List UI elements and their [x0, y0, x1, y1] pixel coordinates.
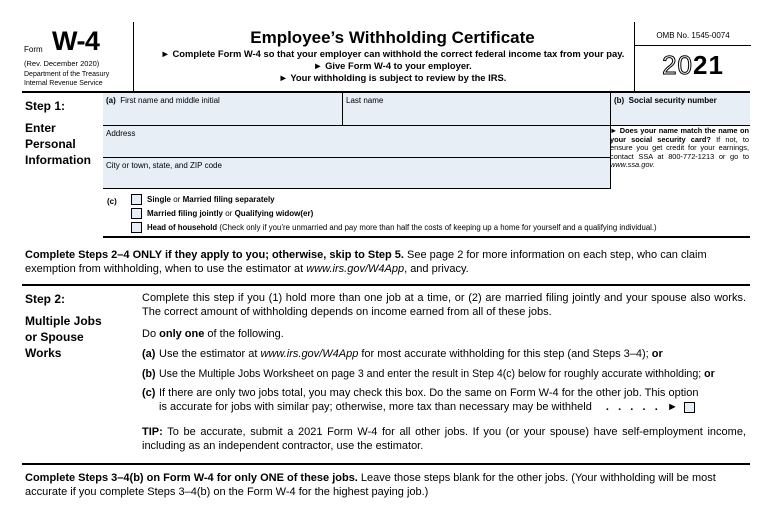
divider-step2: [22, 284, 750, 286]
step1-fields: [103, 93, 750, 189]
option-c-text1: If there are only two jobs total, you may check this box. Do the same on Form W-4 for the other job. This option: [159, 387, 699, 399]
fs-mfj-a: Married filing jointly: [147, 209, 224, 218]
ssn-field[interactable]: [611, 93, 750, 126]
fs-single-checkbox[interactable]: [131, 194, 142, 205]
option-a-letter: (a): [142, 348, 156, 360]
option-c-letter: (c): [142, 387, 156, 399]
ssn-note-bold: ► Does your name match the name on your social security card?: [610, 126, 749, 144]
instruction-line-2: ► Give Form W-4 to your employer.: [313, 60, 472, 71]
form-department: [24, 70, 109, 88]
ssn-label: [614, 96, 717, 105]
fs-hoh-a: Head of household: [147, 223, 218, 232]
fs-mfj-checkbox[interactable]: [131, 208, 142, 219]
form-header: [22, 22, 750, 93]
tax-year: [635, 50, 751, 81]
step1-line3: Information: [25, 153, 91, 167]
first-name-field[interactable]: [103, 93, 343, 126]
option-a: [142, 347, 748, 361]
form-revision: (Rev. December 2020): [24, 59, 100, 68]
option-a-text1: Use the estimator at: [159, 348, 261, 360]
option-c-line1: [142, 386, 748, 400]
option-a-link[interactable]: www.irs.gov/W4App: [260, 348, 359, 360]
instruction-line-3: ► Your withholding is subject to review by the IRS.: [278, 72, 507, 83]
fs-mfj-label: [147, 209, 313, 218]
step1-line2: Personal: [25, 137, 76, 151]
fs-mfj-row: [131, 208, 313, 219]
option-b-text: Use the Multiple Jobs Worksheet on page 3 and enter the result in Step 4(c) below for roughly accurate withholding;: [159, 368, 705, 380]
year-outline: 20: [662, 50, 693, 80]
option-b: [142, 367, 748, 381]
tip-text: To be accurate, submit a 2021 Form W-4 for all other jobs. If you (or your spouse) have self-employment income, including as an independent contractor, use the estimator.: [142, 426, 746, 452]
do-c: of the following.: [204, 328, 284, 340]
step2-line3: Works: [25, 346, 62, 360]
form-word: Form: [24, 45, 43, 54]
note1-link[interactable]: www.irs.gov/W4App: [306, 263, 405, 275]
do-a: Do: [142, 328, 160, 340]
omb-number: OMB No. 1545-0074: [635, 31, 751, 46]
ssa-link[interactable]: www.ssa.gov.: [610, 160, 655, 169]
divider-note2: [22, 463, 750, 465]
first-name-label: [106, 96, 220, 105]
fs-single-or: or: [171, 195, 183, 204]
filing-letter: (c): [107, 197, 117, 206]
last-name-field[interactable]: [343, 93, 611, 126]
do-b: only one: [159, 328, 205, 340]
fs-hoh-b: (Check only if you’re unmarried and pay more than half the costs of keeping up a home for yourself and a qualifying individual.): [217, 223, 657, 232]
option-a-or: or: [651, 348, 663, 360]
fs-single-a: Single: [147, 195, 172, 204]
option-b-letter: (b): [142, 368, 156, 380]
address-label: Address: [106, 129, 136, 138]
city-label: City or town, state, and ZIP code: [106, 161, 222, 170]
step2-do-one: [142, 327, 746, 341]
step2-tip: [142, 425, 746, 453]
title-block: [135, 22, 650, 93]
option-c: [142, 386, 748, 414]
option-a-text2: for most accurate withholding for this step (and Steps 3–4);: [358, 348, 652, 360]
last-name-label: Last name: [346, 96, 384, 105]
option-c-leader: . . . . . ►: [605, 401, 678, 413]
fs-hoh-label: [147, 223, 657, 232]
service-name: Internal Revenue Service: [24, 80, 103, 87]
department-name: Department of the Treasury: [24, 71, 110, 78]
note1-end: , and privacy.: [404, 263, 469, 275]
steps-3-4b-note: [25, 471, 749, 499]
step1-title: Step 1:: [25, 99, 66, 113]
filing-status: [103, 190, 750, 238]
city-field[interactable]: [103, 158, 611, 189]
ssn-text: Social security number: [628, 96, 717, 105]
form-id-block: [22, 22, 134, 93]
option-c-checkbox[interactable]: [684, 402, 695, 413]
omb-block: [634, 22, 750, 93]
ssn-note-text: If not, to ensure you get credit for your earnings, contact SSA at 800-772-1213 or go to: [610, 134, 749, 161]
step1-line1: Enter: [25, 121, 56, 135]
first-name-text: First name and middle initial: [120, 96, 220, 105]
fs-single-b: Married filing separately: [182, 195, 275, 204]
address-field[interactable]: [103, 126, 611, 158]
option-b-or: or: [704, 368, 715, 380]
fs-hoh-row: [131, 222, 750, 233]
first-name-letter: (a): [106, 96, 116, 105]
note2-text: Leave those steps blank for the other jobs. (Your withholding will be most accurate if you complete Steps 3–4(b) on the Form W-4 for the highest paying job.): [25, 472, 716, 498]
step1-label: [25, 98, 103, 168]
fs-mfj-or: or: [223, 209, 235, 218]
step2-line1: Multiple Jobs: [25, 314, 102, 328]
fs-hoh-checkbox[interactable]: [131, 222, 142, 233]
fs-mfj-b: Qualifying widow(er): [234, 209, 314, 218]
steps-2-4-note: [25, 248, 749, 276]
note1-text: See page 2 for more information on each step, who can claim exemption from withholding, when to use the estimator at: [25, 249, 707, 275]
step2-label: [25, 291, 135, 361]
form-number: W-4: [52, 26, 100, 56]
year-bold: 21: [693, 50, 724, 80]
ssn-note: [610, 127, 749, 170]
step2-title: Step 2:: [25, 292, 66, 306]
step2-line2: or Spouse: [25, 330, 84, 344]
option-c-text2: is accurate for jobs with similar pay; otherwise, more tax than necessary may be withheld: [159, 401, 592, 413]
ssn-letter: (b): [614, 96, 625, 105]
form-title: Employee’s Withholding Certificate: [250, 28, 535, 47]
instruction-line-1: ► Complete Form W-4 so that your employer can withhold the correct federal income tax from your pay.: [160, 48, 625, 59]
note2-bold: Complete Steps 3–4(b) on Form W-4 for only ONE of these jobs.: [25, 472, 358, 484]
step2-intro: Complete this step if you (1) hold more than one job at a time, or (2) are married filing jointly and your spouse also works. The correct amount of withholding depends on income earned from all of these jobs.: [142, 292, 746, 318]
option-c-line2: [142, 400, 748, 414]
note1-bold: Complete Steps 2–4 ONLY if they apply to you; otherwise, skip to Step 5.: [25, 249, 404, 261]
fs-single-label: [147, 195, 275, 204]
fs-single-row: [131, 194, 275, 205]
tip-label: TIP:: [142, 426, 163, 438]
